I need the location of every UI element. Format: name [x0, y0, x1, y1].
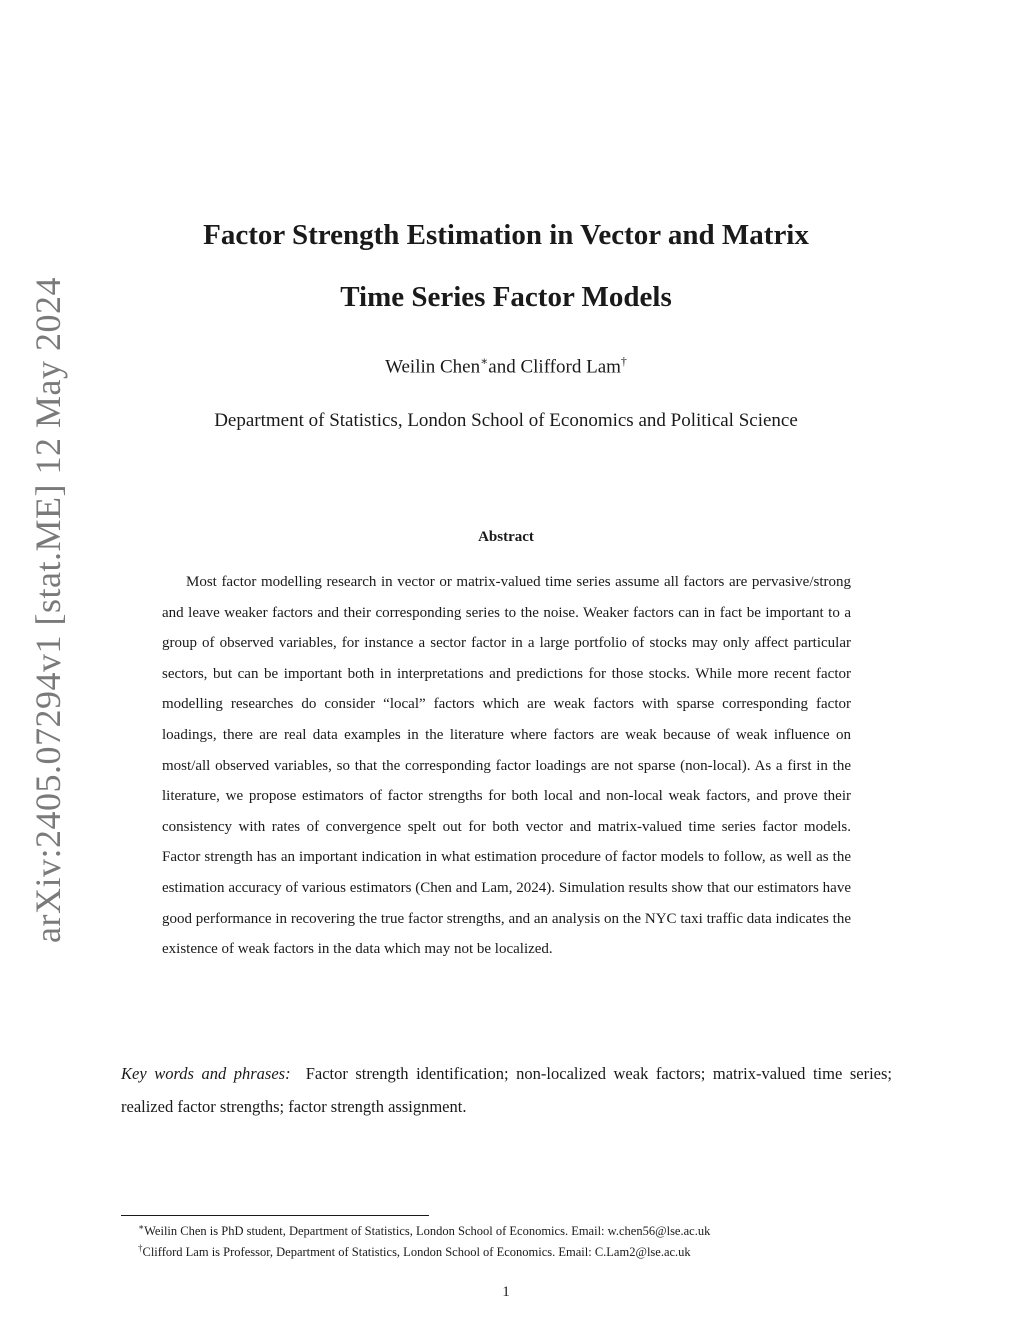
author-affiliation: Department of Statistics, London School of Economics and Political Science [214, 410, 798, 431]
footnote-author-1 [121, 1219, 892, 1240]
paper-title-line-1: Factor Strength Estimation in Vector and Matrix [203, 219, 809, 251]
author-connector: and [488, 356, 521, 378]
page-number: 1 [502, 1284, 510, 1300]
keywords-label: Key words and phrases: [121, 1064, 291, 1083]
abstract-body: Most factor modelling research in vector or matrix-valued time series assume all factors are pervasive/strong and leave weaker factors and their corresponding series to the noise. Weaker factors can in fact be important to a group of observed variables, for instance a sector factor in a large portfolio of stocks may only affect particular sectors, but can be important both in interpretations and predictions for those stocks. While more recent factor modelling researches do consider “local” factors which are weak factors with sparse corresponding factor loadings, there are real data examples in the literature where factors are weak because of weak influence on most/all observed variables, so that the corresponding factor loadings are not sparse (non-local). As a first in the literature, we propose estimators of factor strengths for both local and non-local weak factors, and prove their consistency with rates of convergence spelt out for both vector and matrix-valued time series factor models. Factor strength has an important indication in what estimation procedure of factor models to follow, as well as the estimation accuracy of various estimators (Chen and Lam, 2024). Simulation results show that our estimators have good performance in recovering the true factor strengths, and an analysis on the NYC taxi traffic data indicates the existence of weak factors in the data which may not be localized. [162, 574, 851, 958]
footnote-mark-2: † [138, 1243, 143, 1254]
footnote-mark-1: ∗ [138, 1222, 145, 1232]
footnote-text-2: Clifford Lam is Professor, Department of Statistics, London School of Economics. Email: C.Lam2@lse.ac.uk [142, 1245, 691, 1260]
author-name-1: Weilin Chen [385, 356, 481, 378]
footnote-author-2 [121, 1240, 892, 1261]
author-footnote-mark-2[interactable]: † [620, 354, 627, 368]
keywords-paragraph [121, 1057, 892, 1123]
keywords-text: Factor strength identification; non-localized weak factors; matrix-valued time series; realized factor strengths; factor strength assignment. [121, 1064, 892, 1116]
footnote-text-1: Weilin Chen is PhD student, Department of Statistics, London School of Economics. Email: w.chen56@lse.ac.uk [144, 1224, 711, 1239]
author-name-2: Clifford Lam [520, 356, 621, 378]
paper-title-line-2: Time Series Factor Models [340, 281, 672, 313]
abstract-heading: Abstract [478, 529, 534, 545]
arxiv-identifier-stamp: arXiv:2405.07294v1 [stat.ME] 12 May 2024 [28, 277, 68, 943]
author-list [0, 354, 1012, 378]
footnote-divider [121, 1215, 429, 1216]
author-footnote-mark-1[interactable]: ∗ [480, 354, 489, 368]
footnotes [121, 1219, 892, 1261]
